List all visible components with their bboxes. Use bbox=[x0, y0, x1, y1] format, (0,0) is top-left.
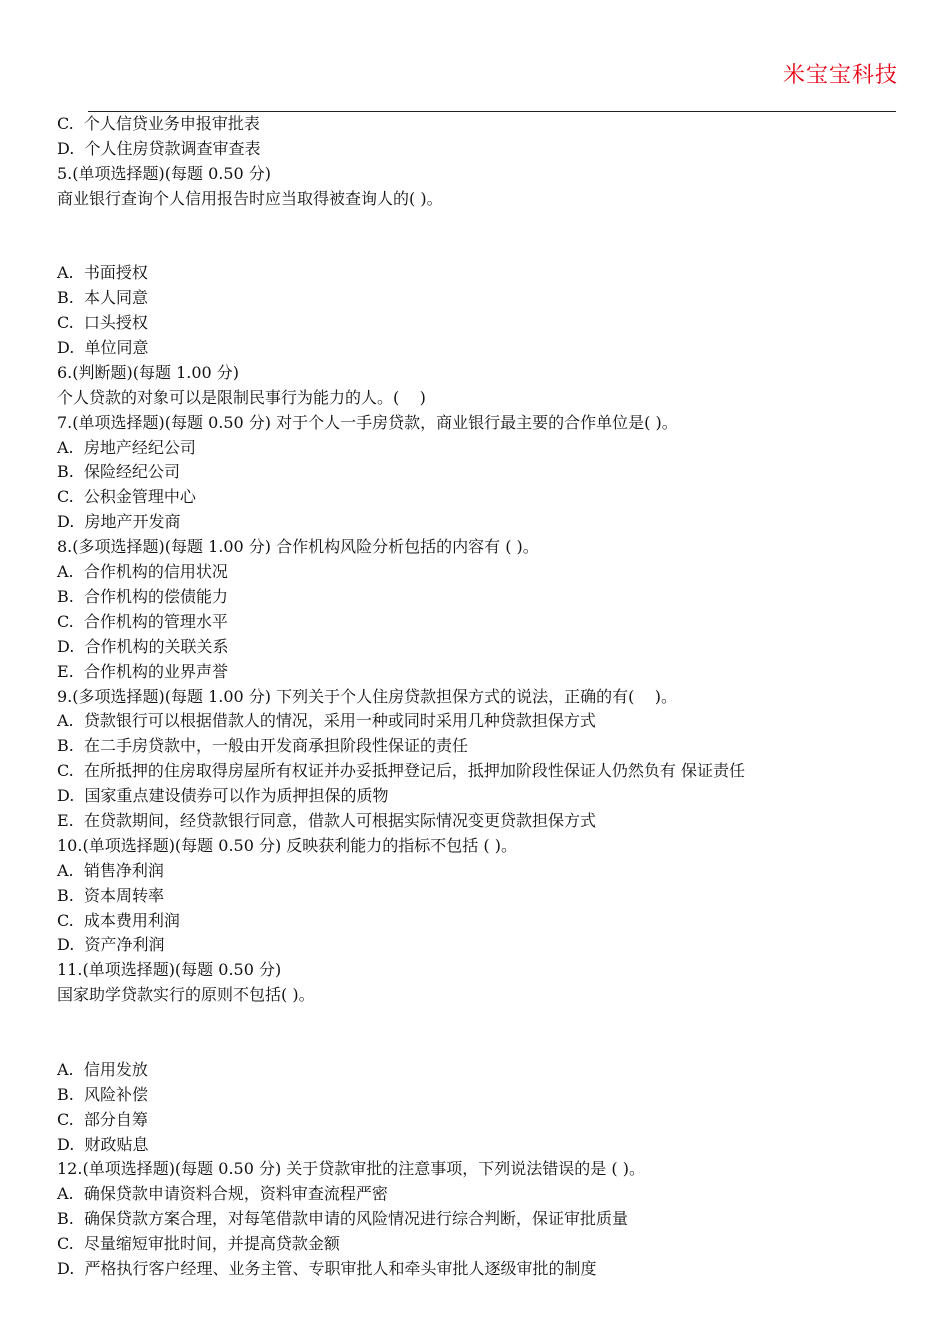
option-line: A. 确保贷款申请资料合规，资料审查流程严密 bbox=[57, 1184, 388, 1204]
question-header: 5.(单项选择题)(每题 0.50 分) bbox=[57, 163, 272, 183]
option-line: A. 信用发放 bbox=[57, 1059, 148, 1079]
option-line: B. 合作机构的偿债能力 bbox=[57, 586, 229, 606]
option-line: B. 确保贷款方案合理，对每笔借款申请的风险情况进行综合判断，保证审批质量 bbox=[57, 1209, 629, 1229]
option-line: E. 合作机构的业界声誉 bbox=[57, 661, 228, 681]
option-line: A. 书面授权 bbox=[57, 263, 148, 283]
option-line: B. 本人同意 bbox=[57, 288, 149, 308]
option-line: D. 合作机构的关联关系 bbox=[57, 636, 229, 656]
option-line: D. 财政贴息 bbox=[57, 1134, 149, 1154]
question-header: 12.(单项选择题)(每题 0.50 分) 关于贷款审批的注意事项，下列说法错误的是 ( )。 bbox=[57, 1159, 645, 1179]
question-header: 6.(判断题)(每题 1.00 分) bbox=[57, 362, 240, 382]
document-body bbox=[57, 112, 897, 1282]
option-line: D. 个人住房贷款调查审查表 bbox=[57, 138, 261, 158]
option-line: A. 销售净利润 bbox=[57, 860, 164, 880]
question-header: 10.(单项选择题)(每题 0.50 分) 反映获利能力的指标不包括 ( )。 bbox=[57, 835, 517, 855]
question-header: 7.(单项选择题)(每题 0.50 分) 对于个人一手房贷款，商业银行最主要的合作单位是( )。 bbox=[57, 412, 678, 432]
option-line: C. 成本费用利润 bbox=[57, 910, 180, 930]
question-header: 8.(多项选择题)(每题 1.00 分) 合作机构风险分析包括的内容有 ( )。 bbox=[57, 537, 539, 557]
option-line: C. 尽量缩短审批时间，并提高贷款金额 bbox=[57, 1234, 340, 1254]
text-line: 国家助学贷款实行的原则不包括( )。 bbox=[57, 985, 315, 1005]
option-line: D. 严格执行客户经理、业务主管、专职审批人和牵头审批人逐级审批的制度 bbox=[57, 1259, 597, 1278]
option-line: C. 个人信贷业务申报审批表 bbox=[57, 114, 260, 133]
option-line: C. 部分自筹 bbox=[57, 1109, 148, 1129]
option-line: B. 保险经纪公司 bbox=[57, 462, 181, 482]
option-line: D. 单位同意 bbox=[57, 338, 149, 358]
brand-logo-text: 米宝宝科技 bbox=[782, 63, 898, 88]
option-line: C. 在所抵押的住房取得房屋所有权证并办妥抵押登记后，抵押加阶段性保证人仍然负有 保证责任 bbox=[57, 761, 746, 781]
option-line: B. 风险补偿 bbox=[57, 1084, 149, 1104]
option-line: A. 房地产经纪公司 bbox=[57, 437, 196, 457]
option-line: D. 房地产开发商 bbox=[57, 512, 181, 532]
option-line: A. 合作机构的信用状况 bbox=[57, 562, 228, 582]
text-line: 商业银行查询个人信用报告时应当取得被查询人的( )。 bbox=[57, 188, 443, 208]
option-line: D. 国家重点建设债券可以作为质押担保的质物 bbox=[57, 786, 389, 806]
option-line: C. 合作机构的管理水平 bbox=[57, 611, 228, 631]
option-line: E. 在贷款期间，经贷款银行同意，借款人可根据实际情况变更贷款担保方式 bbox=[57, 810, 596, 830]
option-line: D. 资产净利润 bbox=[57, 935, 165, 955]
blank-gap bbox=[57, 1008, 897, 1058]
question-header: 11.(单项选择题)(每题 0.50 分) bbox=[57, 960, 282, 980]
question-header: 9.(多项选择题)(每题 1.00 分) 下列关于个人住房贷款担保方式的说法，正确的有( )。 bbox=[57, 686, 677, 706]
option-line: C. 公积金管理中心 bbox=[57, 487, 196, 507]
option-line: B. 在二手房贷款中，一般由开发商承担阶段性保证的责任 bbox=[57, 736, 469, 756]
blank-gap bbox=[57, 212, 897, 262]
option-line: C. 口头授权 bbox=[57, 313, 148, 333]
option-line: B. 资本周转率 bbox=[57, 885, 165, 905]
option-line: A. 贷款银行可以根据借款人的情况，采用一种或同时采用几种贷款担保方式 bbox=[57, 711, 596, 731]
text-line: 个人贷款的对象可以是限制民事行为能力的人。( ) bbox=[57, 387, 426, 407]
